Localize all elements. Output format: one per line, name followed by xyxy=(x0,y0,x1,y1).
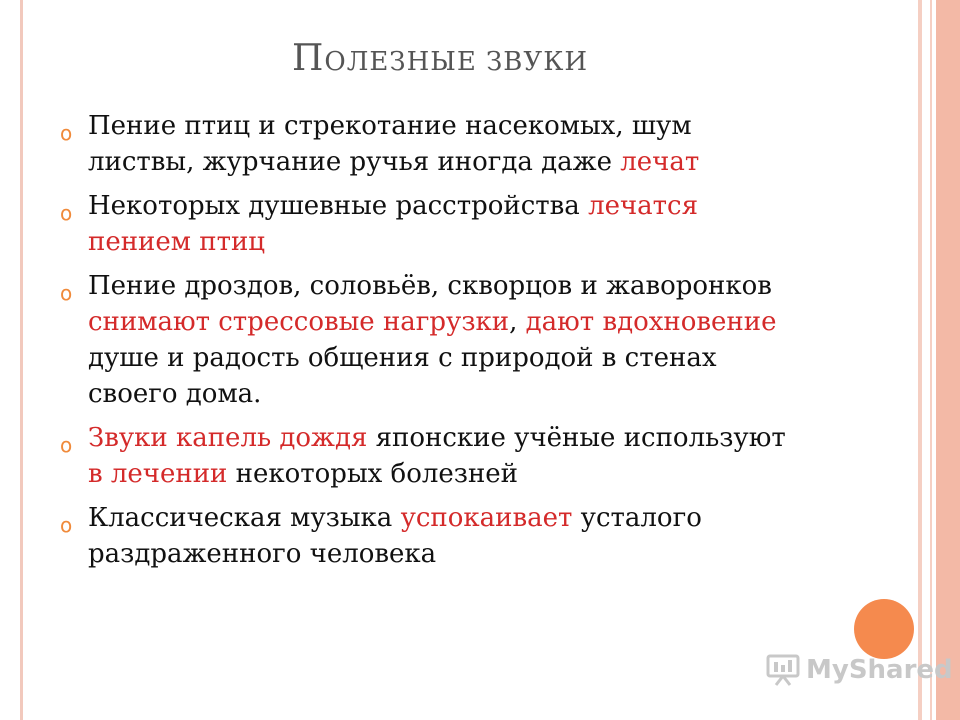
highlighted-text: Звуки капель дождя xyxy=(88,423,368,453)
myshared-logo xyxy=(766,654,953,686)
right-border-line-thin xyxy=(930,0,932,720)
title-rest: ОЛЕЗНЫЕ ЗВУКИ xyxy=(324,47,588,77)
bullet-item xyxy=(60,188,800,260)
bullet-text: японские учёные используют xyxy=(367,423,786,453)
bullet-list xyxy=(60,108,800,580)
highlighted-text: дают вдохновение xyxy=(525,307,777,337)
bullet-text: Некоторых душевные расстройства xyxy=(88,191,589,221)
bullet-marker-icon: ο xyxy=(60,513,73,537)
left-border-line xyxy=(20,0,23,720)
bullet-marker-icon: ο xyxy=(60,433,73,457)
highlighted-text: лечат xyxy=(620,147,700,177)
bullet-text: , xyxy=(509,307,526,337)
bullet-text: душе и радость общения с природой в стенах своего дома. xyxy=(88,343,717,409)
bullet-text: Классическая музыка xyxy=(88,503,401,533)
bullet-item xyxy=(60,268,800,412)
right-border-line xyxy=(918,0,922,720)
bullet-marker-icon: ο xyxy=(60,201,73,225)
highlighted-text: в лечении xyxy=(88,459,228,489)
decorative-circle xyxy=(854,599,914,659)
highlighted-text: снимают стрессовые нагрузки xyxy=(88,307,510,337)
bullet-text: Пение дроздов, соловьёв, скворцов и жаворонков xyxy=(88,271,772,301)
title-first-letter: П xyxy=(292,38,325,79)
bullet-text: некоторых болезней xyxy=(227,459,518,489)
bullet-text: Пение птиц и стрекотание насекомых, шум листвы, журчание ручья иногда даже xyxy=(88,111,692,177)
bullet-item xyxy=(60,500,800,572)
bullet-item xyxy=(60,420,800,492)
presentation-board-icon xyxy=(766,654,800,686)
bullet-item xyxy=(60,108,800,180)
logo-text: MyShared xyxy=(806,655,953,685)
bullet-marker-icon: ο xyxy=(60,281,73,305)
bullet-marker-icon: ο xyxy=(60,121,73,145)
highlighted-text: успокаивает xyxy=(400,503,573,533)
highlighted-text: лечатся пением птиц xyxy=(88,191,699,257)
slide-title xyxy=(0,38,880,79)
bullet-text: усталого раздраженного человека xyxy=(88,503,702,569)
right-decorative-strip xyxy=(936,0,960,720)
